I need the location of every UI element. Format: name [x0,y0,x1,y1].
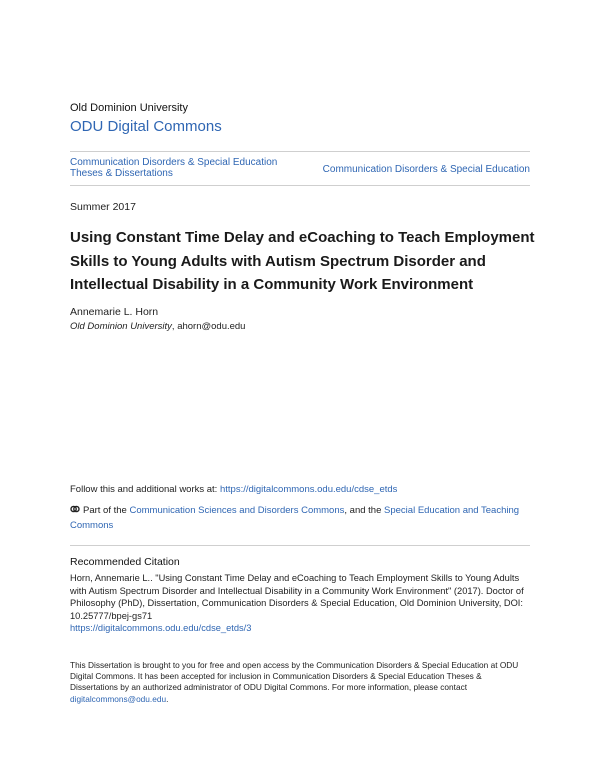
contact-email-link[interactable]: digitalcommons@odu.edu [70,693,167,704]
follow-text: Follow this and additional works at: [70,484,220,495]
citation-text: Horn, Annemarie L.. "Using Constant Time Delay and eCoaching to Teach Employment Skills to Young Adults with Autism Spectrum Disorder and Intellectual Disability in a Community Work Environment" (2017). Doctor of Philosophy (PhD), Dissertation, Communication Disorders & Special Education, Old Dominion University, DOI: 10.25777/bpej-gs71 [70,573,524,621]
access-statement [70,660,530,705]
author-name: Annemarie L. Horn [70,306,159,318]
institution-name: Old Dominion University [70,102,188,114]
follow-line [70,484,397,495]
author-email[interactable]: ahorn@odu.edu [177,321,246,332]
commons-link-icon [70,504,80,514]
divider-collections [70,185,530,186]
access-statement-end: . [166,693,169,704]
follow-url-link[interactable]: https://digitalcommons.odu.edu/cdse_etds [219,484,398,495]
part-of-middle: , and the [344,505,385,516]
repository-link[interactable]: ODU Digital Commons [70,118,222,135]
document-title: Using Constant Time Delay and eCoaching to Teach Employment Skills to Young Adults with Autism Spectrum Disorder and Intellectual Disability in a Community Work Environment [70,229,535,293]
author-affiliation: Old Dominion University, ahorn@odu.edu [70,321,246,332]
commons-link-special-education[interactable]: Special Education and Teaching Commons [70,505,520,531]
publication-date: Summer 2017 [70,201,136,213]
divider-citation [70,545,530,546]
collection-link-theses[interactable]: Communication Disorders & Special Education Theses & Dissertations [70,157,278,179]
recommended-citation-label: Recommended Citation [70,556,180,568]
access-statement-text: This Dissertation is brought to you for free and open access by the Communication Disorders & Special Education at ODU Digital Commons. It has been accepted for inclusion in Communication Disorders & Special Education Theses & Dissertations by an authorized administrator of ODU Digital Commons. For more information, please contact [70,660,519,693]
collection-link-department[interactable]: Communication Disorders & Special Education [322,164,530,175]
affiliation-name: Old Dominion University [70,321,172,332]
divider-top [70,151,530,152]
citation-block [70,572,530,635]
citation-url-link[interactable]: https://digitalcommons.odu.edu/cdse_etds/3 [70,623,252,633]
part-of-prefix: Part of the [83,505,130,516]
commons-link-communication[interactable]: Communication Sciences and Disorders Commons [129,505,345,516]
part-of-line [70,503,530,533]
